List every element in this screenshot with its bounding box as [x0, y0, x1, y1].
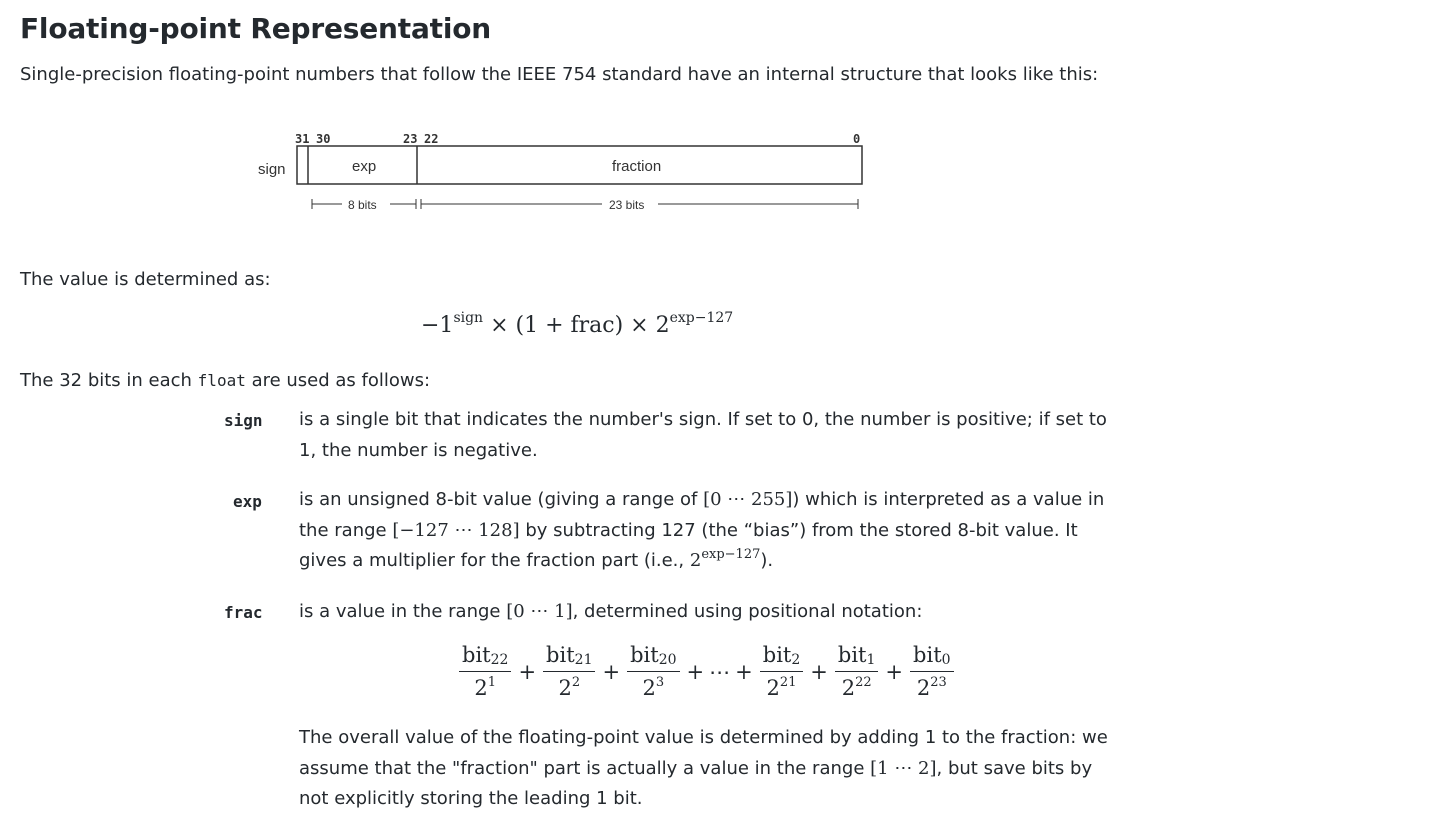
exp-width-span	[312, 198, 416, 212]
overall-text-2: , but save bits by not explicitly storing the leading 1 bit.	[299, 757, 1093, 809]
bit-index-23: 23	[403, 132, 418, 146]
sum-term: $\frac{bit_2}{2^{21}}$	[760, 643, 804, 700]
sum-term: $\frac{bit_1}{2^{22}}$	[835, 643, 879, 700]
bits-intro-text: The 32 bits in each	[20, 370, 198, 391]
definition-sign: is a single bit that indicates the number's sign. If set to 0, the number is positive; if set to 1, the number is negative.	[299, 409, 1107, 461]
bit-layout-diagram	[250, 128, 870, 218]
bits-intro-text-end: are used as follows:	[245, 370, 431, 391]
exp-text-2: ) which is interpreted as a value in the range	[299, 489, 1105, 541]
exp-range-stored: [0 ⋯ 255]	[703, 489, 793, 510]
exp-bits-label: 8 bits	[348, 198, 377, 212]
register-box	[297, 146, 862, 184]
exp-multiplier-exponent: exp−127	[701, 547, 761, 562]
fraction-field-label: fraction	[612, 158, 662, 175]
sum-term: $\frac{bit_{22}}{2^1}$	[459, 643, 511, 700]
sum-term: $\frac{bit_{20}}{2^3}$	[627, 643, 679, 700]
exp-range-actual: [−127 ⋯ 128]	[392, 519, 520, 541]
page-title: Floating-point Representation	[20, 12, 491, 45]
value-formula	[421, 310, 733, 338]
overall-range: [1 ⋯ 2]	[870, 757, 937, 779]
bit-index-31: 31	[295, 132, 310, 146]
sign-field-label: sign	[258, 161, 286, 178]
frac-text-2: , determined using positional notation:	[572, 601, 923, 622]
plus-sign: +	[686, 659, 705, 684]
frac-text-1: is a value in the range	[299, 601, 507, 622]
exp-field-label: exp	[352, 158, 377, 175]
bits-intro	[20, 366, 430, 396]
fraction-bits-label: 23 bits	[609, 198, 645, 212]
value-intro: The value is determined as:	[20, 269, 271, 290]
bit-index-0: 0	[853, 132, 861, 146]
definition-frac	[299, 597, 1109, 628]
ellipsis: ⋯	[709, 659, 731, 684]
overall-text-1: The overall value of the floating-point value is determined by adding 1 to the fraction: we assume that the "fraction" part is actually a value in the range	[299, 727, 1108, 779]
formula-middle: × (1 + frac) × 2	[483, 313, 670, 338]
bit-index-30: 30	[316, 132, 331, 146]
formula-exp-exponent: exp−127	[669, 310, 734, 326]
definition-exp	[299, 485, 1109, 577]
term-frac: frac	[224, 603, 263, 622]
frac-range: [0 ⋯ 1]	[506, 601, 573, 622]
plus-sign: +	[518, 659, 537, 684]
float-code: float	[197, 371, 246, 390]
intro-paragraph: Single-precision floating-point numbers that follow the IEEE 754 standard have an internal structure that looks like this:	[20, 64, 1099, 85]
exp-multiplier-base: 2	[689, 550, 702, 571]
plus-sign: +	[885, 659, 904, 684]
exp-text-1: is an unsigned 8-bit value (giving a range of	[299, 489, 704, 510]
exp-text-4: ).	[760, 550, 774, 571]
bit-index-22: 22	[424, 132, 439, 146]
fraction-width-span	[421, 198, 858, 212]
plus-sign: +	[810, 659, 828, 684]
sum-term: $\frac{bit_0}{2^{23}}$	[910, 643, 954, 700]
term-sign: sign	[224, 411, 263, 430]
formula-sign-exponent: sign	[453, 310, 484, 326]
term-exp: exp	[233, 492, 262, 511]
positional-notation-sum	[456, 643, 957, 700]
overall-value-paragraph	[299, 723, 1109, 815]
exp-text-3: by subtracting 127 (the “bias”) from the stored 8-bit value. It gives a multiplier for the fraction part (i.e.,	[299, 519, 1078, 571]
formula-base: −1	[421, 313, 454, 338]
sum-term: $\frac{bit_{21}}{2^2}$	[543, 643, 595, 700]
plus-sign: +	[602, 659, 621, 684]
plus-sign: +	[735, 659, 753, 684]
